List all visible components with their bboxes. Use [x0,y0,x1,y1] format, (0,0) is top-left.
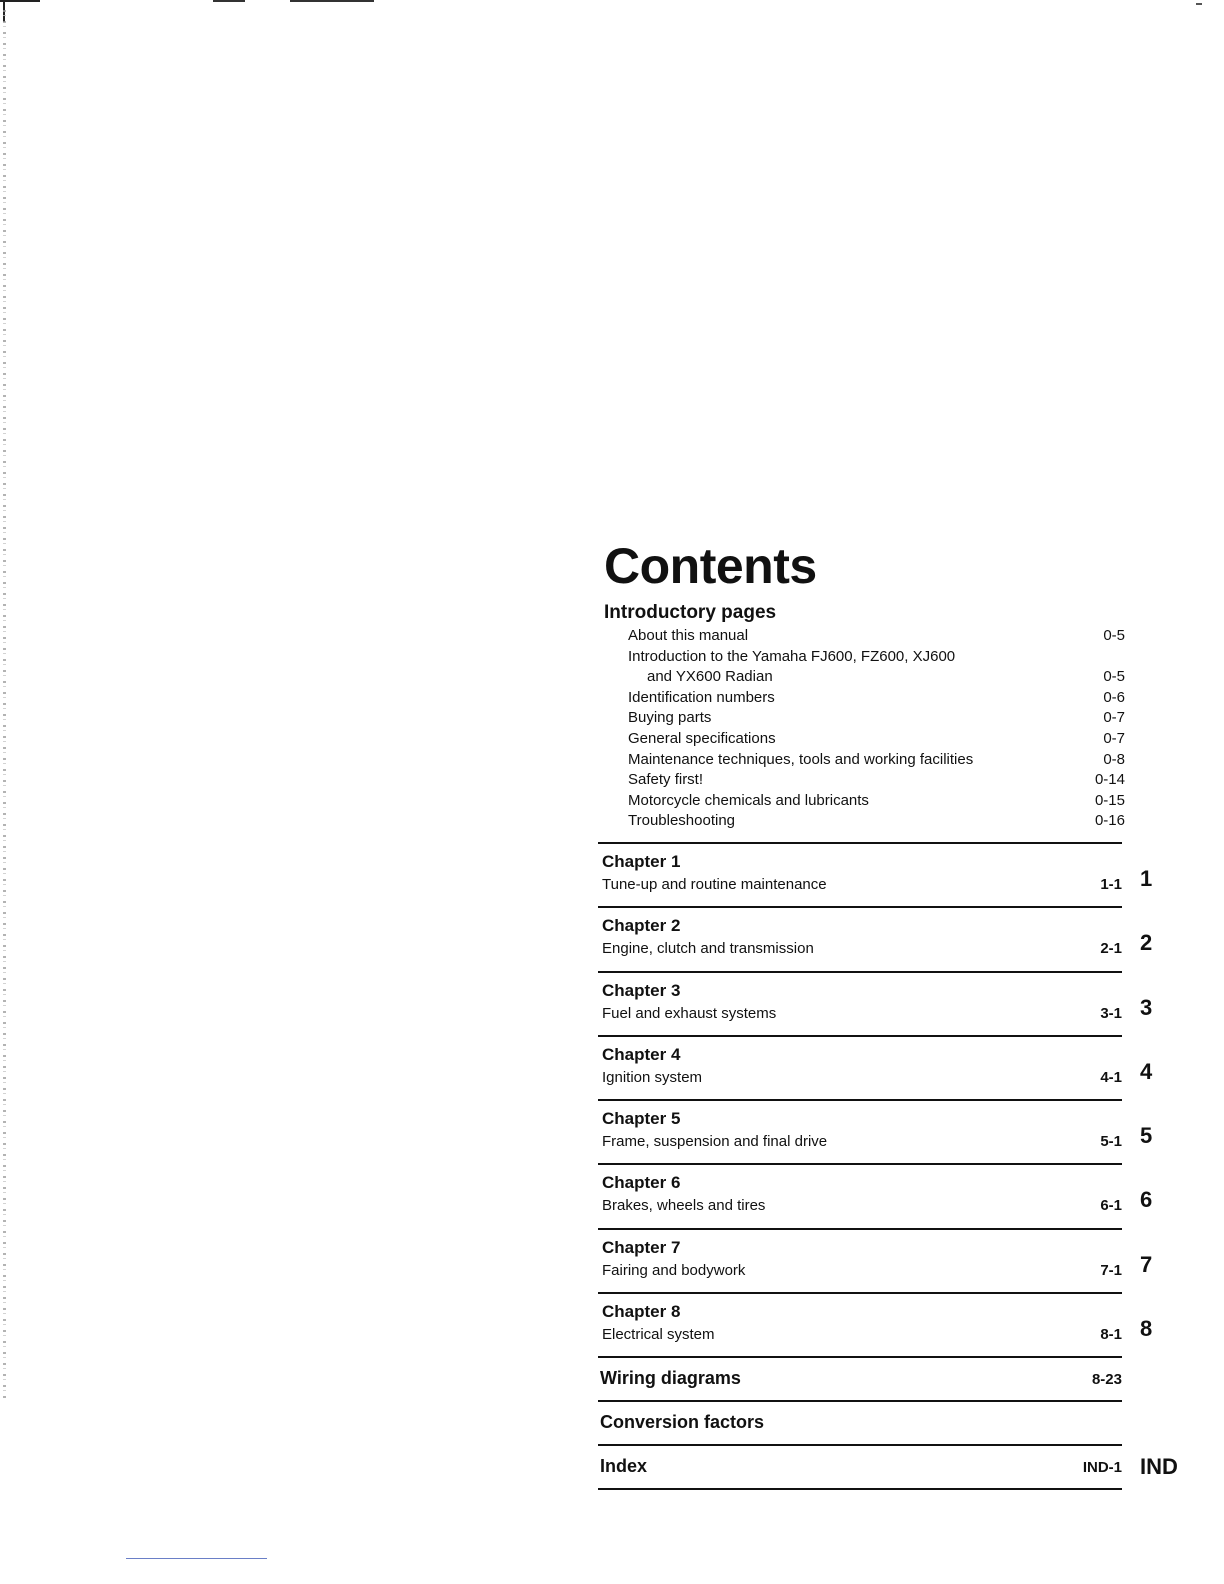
chapter-5-entry[interactable] [598,1101,1198,1163]
intro-item-identification[interactable] [598,688,1128,709]
chapter-page-number: 1-1 [1100,875,1122,893]
intro-item-page: 0-15 [1094,791,1125,809]
divider [598,1488,1122,1490]
chapter-page-number: 6-1 [1100,1197,1122,1215]
index-tab-marker: IND [1140,1454,1178,1480]
intro-item-page: 0-8 [1103,750,1125,768]
chapter-tab-marker: 1 [1140,865,1153,891]
intro-item-page: 0-5 [1103,627,1125,644]
chapter-tab-marker: 7 [1140,1251,1153,1277]
scan-artifact-top-mark [213,0,245,2]
conversion-factors-entry[interactable] [598,1402,1198,1444]
chapter-tab-marker: 6 [1140,1187,1153,1213]
intro-item-troubleshooting[interactable] [598,811,1128,832]
intro-item-label: Buying parts [628,709,712,727]
index-entry[interactable] [598,1446,1198,1488]
section-heading: Conversion factors [600,1412,765,1433]
intro-item-label: Troubleshooting [628,812,736,830]
intro-item-introduction-continued[interactable] [598,667,1128,688]
intro-item-page: 0-6 [1103,688,1125,706]
intro-item-label: and YX600 Radian [647,668,773,686]
intro-item-label: General specifications [628,729,776,747]
chapter-heading: Chapter 3 [602,980,681,1000]
intro-item-chemicals[interactable] [598,791,1128,812]
chapter-heading: Chapter 8 [602,1302,681,1322]
chapter-description: Ignition system [602,1068,703,1086]
scan-artifact-left-edge [3,10,6,1400]
chapter-8-entry[interactable] [598,1294,1198,1356]
section-heading: Wiring diagrams [600,1368,741,1389]
chapter-page-number: 7-1 [1100,1261,1122,1279]
chapter-1-entry[interactable] [598,844,1198,906]
chapter-tab-marker: 3 [1140,994,1153,1020]
chapter-description: Engine, clutch and transmission [602,940,814,958]
scan-artifact-bottom-line [126,1558,267,1559]
intro-item-label: Identification numbers [628,688,775,706]
intro-list [598,626,1128,832]
intro-item-page: 0-5 [1103,668,1125,686]
section-heading: Index [600,1456,648,1477]
intro-item-label: About this manual [628,627,749,644]
intro-item-page: 0-7 [1103,729,1125,747]
chapter-heading: Chapter 1 [602,851,681,871]
chapter-description: Frame, suspension and final drive [602,1133,828,1151]
intro-item-label: Motorcycle chemicals and lubricants [628,791,869,809]
chapter-heading: Chapter 7 [602,1237,681,1257]
page-title: Contents [604,538,817,594]
section-page-number: IND-1 [1082,1459,1122,1477]
intro-item-maintenance-techniques[interactable] [598,750,1128,771]
intro-item-page: 0-14 [1094,771,1125,789]
intro-item-page: 0-7 [1103,709,1125,727]
chapter-page-number: 5-1 [1100,1133,1122,1151]
chapter-heading: Chapter 5 [602,1109,681,1129]
intro-item-label: Safety first! [628,771,704,789]
chapter-page-number: 8-1 [1100,1326,1122,1344]
chapter-page-number: 2-1 [1100,940,1122,958]
chapter-page-number: 3-1 [1100,1004,1122,1022]
chapter-2-entry[interactable] [598,908,1198,970]
intro-heading: Introductory pages [604,602,777,623]
intro-item-specifications[interactable] [598,729,1128,750]
chapter-tab-marker: 5 [1140,1123,1153,1149]
intro-item-introduction[interactable] [598,647,1128,668]
chapter-description: Tune-up and routine maintenance [602,875,827,893]
chapter-heading: Chapter 6 [602,1173,681,1193]
intro-item-about[interactable] [598,626,1128,647]
intro-item-label: Maintenance techniques, tools and working facilities [628,750,974,768]
table-of-contents [598,536,1198,1490]
scan-artifact-corner [0,0,40,2]
chapter-page-number: 4-1 [1100,1068,1122,1086]
chapter-3-entry[interactable] [598,973,1198,1035]
chapter-description: Brakes, wheels and tires [602,1197,766,1215]
chapter-7-entry[interactable] [598,1230,1198,1292]
chapter-heading: Chapter 2 [602,916,681,936]
chapter-description: Electrical system [602,1326,715,1344]
intro-item-safety-first[interactable] [598,770,1128,791]
chapter-6-entry[interactable] [598,1165,1198,1227]
scan-artifact-top-mark [290,0,374,2]
wiring-diagrams-entry[interactable] [598,1358,1198,1400]
chapter-4-entry[interactable] [598,1037,1198,1099]
chapter-tab-marker: 4 [1140,1058,1153,1084]
chapter-tab-marker: 8 [1140,1316,1153,1342]
section-page-number: 8-23 [1091,1371,1122,1389]
intro-item-label: Introduction to the Yamaha FJ600, FZ600, XJ600 [628,647,956,665]
chapter-description: Fairing and bodywork [602,1261,746,1279]
intro-item-buying-parts[interactable] [598,708,1128,729]
intro-item-page: 0-16 [1094,812,1125,830]
chapter-heading: Chapter 4 [602,1044,681,1064]
chapter-list [598,842,1198,1490]
scan-artifact-top-right-mark [1196,3,1202,5]
chapter-description: Fuel and exhaust systems [602,1004,777,1022]
chapter-tab-marker: 2 [1140,930,1153,956]
